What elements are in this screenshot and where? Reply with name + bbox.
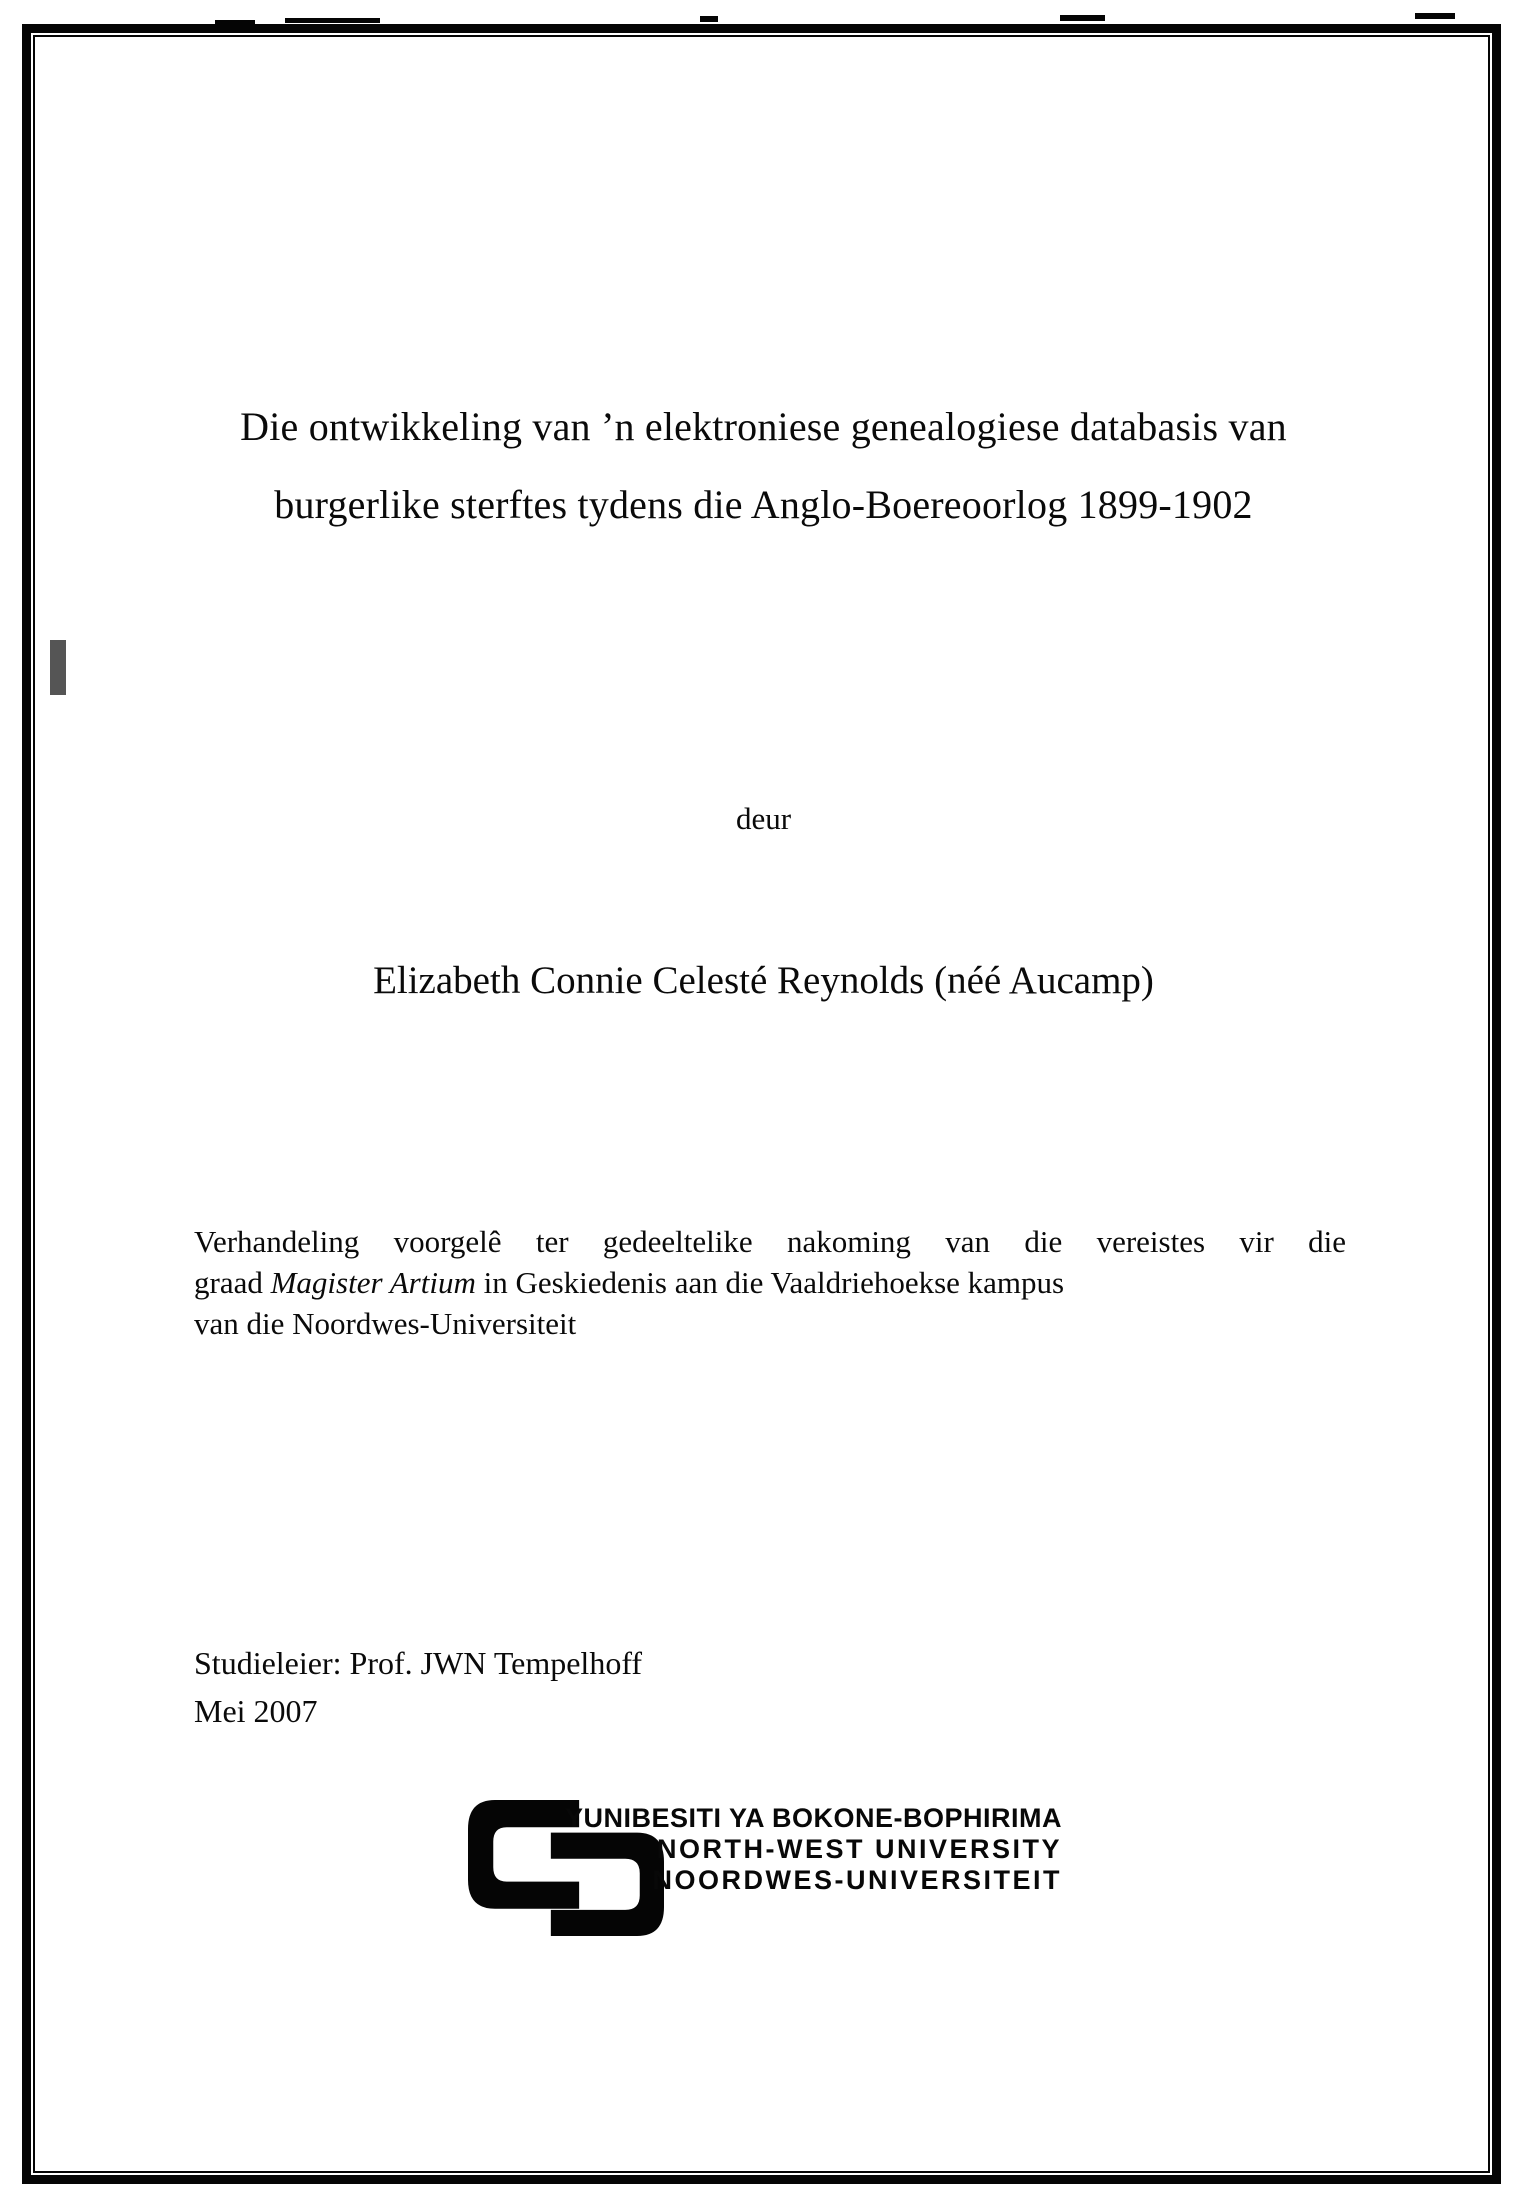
logo-name-english: NORTH-WEST UNIVERSITY	[656, 1834, 1062, 1864]
scan-artifact	[1060, 15, 1105, 21]
degree-statement-line3: van die Noordwes-Universiteit	[194, 1306, 577, 1341]
supervisor-line: Studieleier: Prof. JWN Tempelhoff	[194, 1645, 643, 1681]
degree-statement-line2-prefix: graad	[194, 1265, 271, 1300]
thesis-title	[60, 388, 1467, 544]
supervisor-block	[194, 1639, 642, 1735]
date-line: Mei 2007	[194, 1693, 318, 1729]
byline-label: deur	[735, 801, 792, 836]
degree-statement-line2-suffix: in Geskiedenis aan die Vaaldriehoekse kampus	[475, 1265, 1065, 1300]
degree-statement	[194, 1221, 1346, 1344]
thesis-title-line2: burgerlike sterftes tydens die Anglo-Boereoorlog 1899-1902	[274, 482, 1253, 527]
scan-artifact	[285, 18, 380, 23]
degree-statement-line1: Verhandeling voorgelê ter gedeeltelike nakoming van die vereistes vir die	[194, 1224, 1346, 1259]
logo-name-afrikaans: NOORDWES-UNIVERSITEIT	[652, 1865, 1062, 1895]
degree-statement-line2	[194, 1262, 1346, 1303]
university-logo	[468, 1800, 1068, 1960]
degree-statement-degree-name: Magister Artium	[270, 1265, 476, 1300]
logo-name-setswana: YUNIBESITI YA BOKONE-BOPHIRIMA	[564, 1803, 1062, 1833]
scan-artifact	[700, 16, 718, 22]
scan-artifact	[1415, 13, 1455, 19]
author-name: Elizabeth Connie Celesté Reynolds (néé Aucamp)	[373, 959, 1154, 1002]
thesis-title-line1: Die ontwikkeling van ’n elektroniese genealogiese databasis van	[240, 404, 1287, 449]
university-logo-text	[562, 1803, 1062, 1896]
